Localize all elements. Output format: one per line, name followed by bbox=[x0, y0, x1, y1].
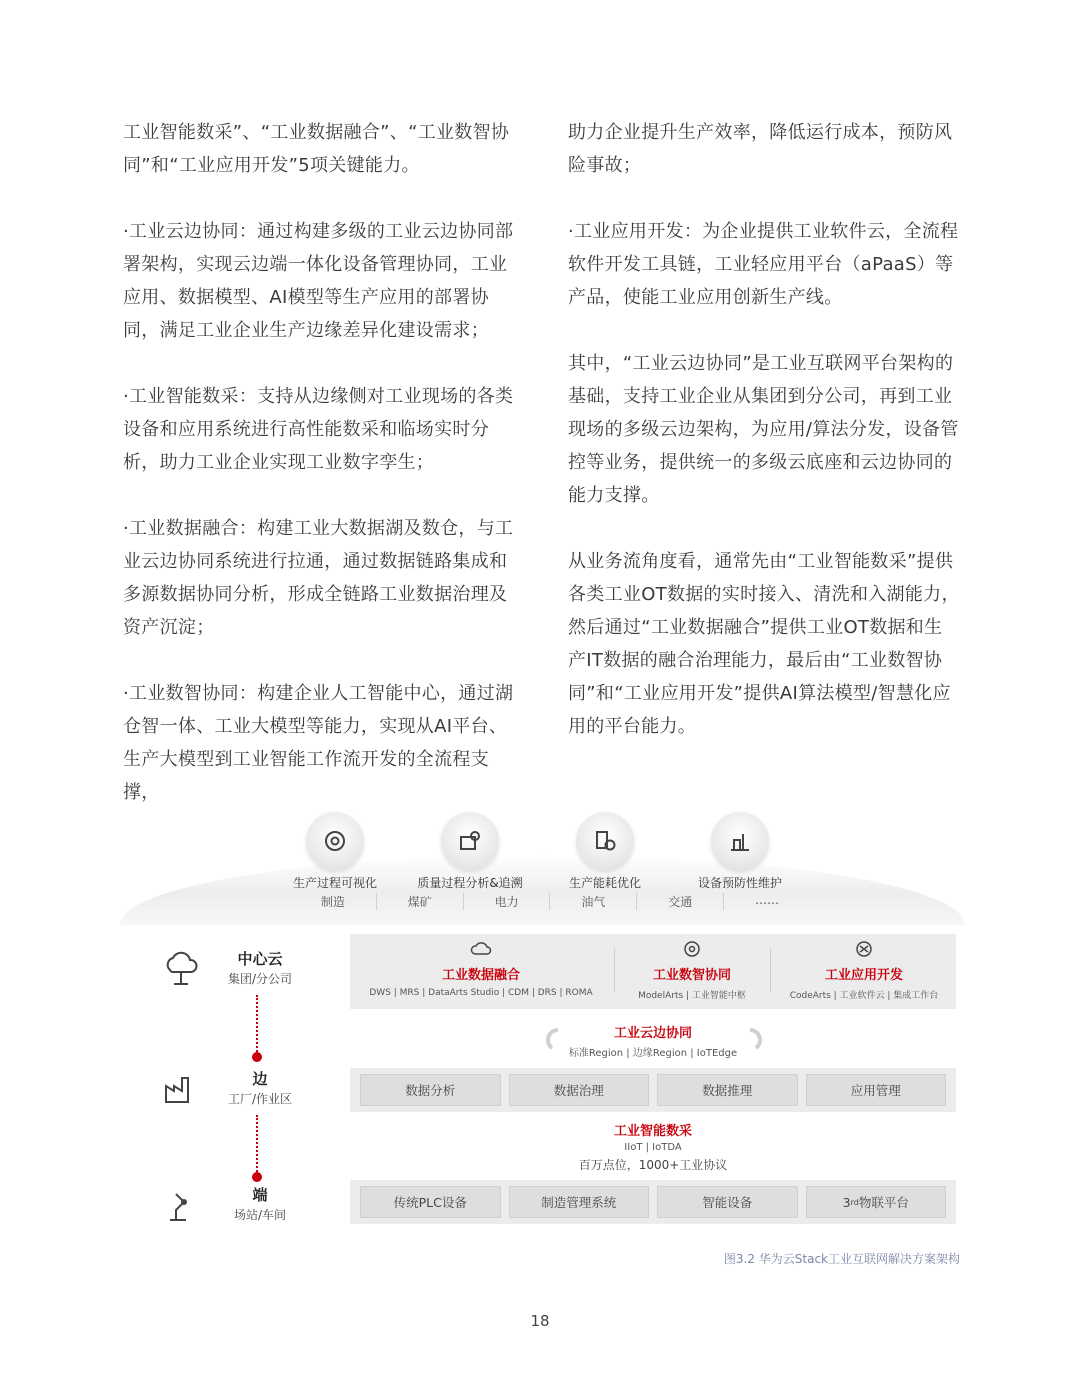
collection-desc: 百万点位，1000+工业协议 bbox=[578, 1158, 728, 1172]
use-case-label: 质量过程分析&追溯 bbox=[417, 876, 523, 890]
use-case-label: 设备预防性维护 bbox=[697, 876, 782, 890]
right-text-column bbox=[568, 116, 960, 776]
paragraph: ·工业云边协同：通过构建多级的工业云边协同部署架构，实现云边端一体化设备管理协同，工业应用、数据模型、AI模型等生产应用的部署协同，满足工业企业生产边缘差异化建设需求； bbox=[123, 221, 514, 341]
edge-box: 数据分析 bbox=[360, 1074, 501, 1106]
sync-arrow-right-icon bbox=[746, 1026, 768, 1052]
device-box: 智能设备 bbox=[657, 1186, 798, 1218]
factory-icon bbox=[160, 1068, 202, 1110]
industry-label: 油气 bbox=[550, 893, 637, 910]
divider bbox=[770, 948, 771, 992]
paragraph: 从业务流角度看，通常先由“工业智能数采”提供各类工业OT数据的实时接入、清洗和入湖能力，然后通过“工业数据融合”提供工业OT数据和生产IT数据的融合治理能力，最后由“工业数智协同”和“工业应用开发”提供AI算法模型/智慧化应用的平台能力。 bbox=[568, 551, 960, 737]
level-title: 端 bbox=[252, 1186, 268, 1204]
eye-gear-icon bbox=[306, 812, 364, 870]
device-box-label: 物联平台 bbox=[858, 1195, 909, 1210]
paragraph: ·工业应用开发：为企业提供工业软件云，全流程软件开发工具链，工业轻应用平台（aPaaS）等产品，使能工业应用创新生产线。 bbox=[568, 221, 959, 308]
left-text-column bbox=[123, 116, 515, 842]
level-dot bbox=[252, 1172, 262, 1182]
edge-panel bbox=[350, 1068, 956, 1112]
sync-products: 标准Region | 边缘Region | IoTEdge bbox=[568, 1048, 738, 1059]
page-number: 18 bbox=[530, 1312, 550, 1330]
paragraph: 助力企业提升生产效率，降低运行成本，预防风险事故； bbox=[568, 122, 953, 176]
level-subtitle: 集团/分公司 bbox=[227, 972, 293, 986]
capability-name: 工业应用开发 bbox=[824, 968, 903, 983]
paragraph: ·工业数据融合：构建工业大数据湖及数仓，与工业云边协同系统进行拉通，通过数据链路集成和多源数据协同分析，形成全链路工业数据治理及资产沉淀； bbox=[123, 518, 514, 638]
industry-label: 制造 bbox=[290, 893, 377, 910]
use-case-maintenance bbox=[660, 812, 820, 891]
level-connector bbox=[256, 995, 258, 1055]
factory-search-icon bbox=[441, 812, 499, 870]
edge-box: 数据推理 bbox=[657, 1074, 798, 1106]
edge-box-row bbox=[360, 1074, 946, 1106]
cloud-db-icon bbox=[470, 940, 492, 958]
paragraph: 工业智能数采”、“工业数据融合”、“工业数智协同”和“工业应用开发”5项关键能力。 bbox=[123, 122, 510, 176]
capability-name: 工业数据融合 bbox=[441, 968, 520, 983]
capability-products: ModelArts | 工业智能中枢 bbox=[638, 991, 746, 1001]
device-panel bbox=[350, 1180, 956, 1224]
edge-box: 应用管理 bbox=[806, 1074, 947, 1106]
industry-label: 交通 bbox=[637, 893, 724, 910]
device-box: 传统PLC设备 bbox=[360, 1186, 501, 1218]
device-box-sup: rd bbox=[850, 1197, 859, 1207]
capability-products: CodeArts | 工业软件云 | 集成工作台 bbox=[789, 991, 939, 1001]
level-subtitle: 场站/车间 bbox=[233, 1208, 287, 1222]
sync-name: 工业云边协同 bbox=[613, 1026, 692, 1041]
device-box-row bbox=[360, 1186, 946, 1218]
level-connector bbox=[256, 1115, 258, 1175]
cloud-capability bbox=[350, 940, 612, 998]
capability-products: DWS | MRS | DataArts Studio | CDM | DRS | ROMA bbox=[369, 988, 593, 998]
divider bbox=[614, 948, 615, 992]
paragraph: 其中，“工业云边协同”是工业互联网平台架构的基础，支持工业企业从集团到分公司，再到工业现场的多级云边架构，为应用/算法分发，设备管控等业务，提供统一的多级云底座和云边协同的能力支撑。 bbox=[568, 353, 959, 506]
industry-label: …… bbox=[755, 893, 780, 907]
paragraph: ·工业数智协同：构建企业人工智能中心，通过湖仓智一体、工业大模型等能力，实现从AI平台、生产大模型到工业智能工作流开发的全流程支撑， bbox=[123, 683, 514, 803]
data-collection bbox=[350, 1120, 956, 1173]
device-box-iot-platform bbox=[806, 1186, 947, 1218]
energy-gear-icon bbox=[576, 812, 634, 870]
sync-arrow-left-icon bbox=[540, 1026, 562, 1052]
device-box-prefix: 3 bbox=[842, 1194, 851, 1210]
figure-caption: 图3.2 华为云Stack工业互联网解决方案架构 bbox=[723, 1252, 960, 1266]
use-case-label: 生产过程可视化 bbox=[292, 876, 377, 890]
app-dev-icon bbox=[853, 940, 875, 958]
robot-arm-icon bbox=[160, 1184, 202, 1226]
cloud-capability bbox=[772, 940, 956, 1001]
level-dot bbox=[252, 1052, 262, 1062]
industry-row bbox=[290, 893, 810, 910]
level-subtitle: 工厂/作业区 bbox=[227, 1092, 293, 1106]
level-title: 边 bbox=[252, 1070, 268, 1088]
maintenance-icon bbox=[711, 812, 769, 870]
use-case-label: 生产能耗优化 bbox=[568, 876, 641, 890]
cloud-capability bbox=[616, 940, 768, 1001]
cloud-icon bbox=[160, 948, 202, 990]
collection-name: 工业智能数采 bbox=[613, 1124, 692, 1139]
collection-products: IIoT | IoTDA bbox=[624, 1142, 682, 1153]
ai-gear-icon bbox=[681, 940, 703, 958]
cloud-panel bbox=[350, 934, 956, 1009]
edge-box: 数据治理 bbox=[509, 1074, 650, 1106]
cloud-edge-sync bbox=[350, 1022, 956, 1062]
architecture-figure bbox=[120, 800, 970, 1280]
level-title: 中心云 bbox=[237, 950, 283, 968]
industry-label: 电力 bbox=[464, 893, 551, 910]
industry-label: 煤矿 bbox=[377, 893, 464, 910]
paragraph: ·工业智能数采：支持从边缘侧对工业现场的各类设备和应用系统进行高性能数采和临场实时分析，助力工业企业实现工业数字孪生； bbox=[123, 386, 514, 473]
capability-name: 工业数智协同 bbox=[652, 968, 731, 983]
device-box: 制造管理系统 bbox=[509, 1186, 650, 1218]
